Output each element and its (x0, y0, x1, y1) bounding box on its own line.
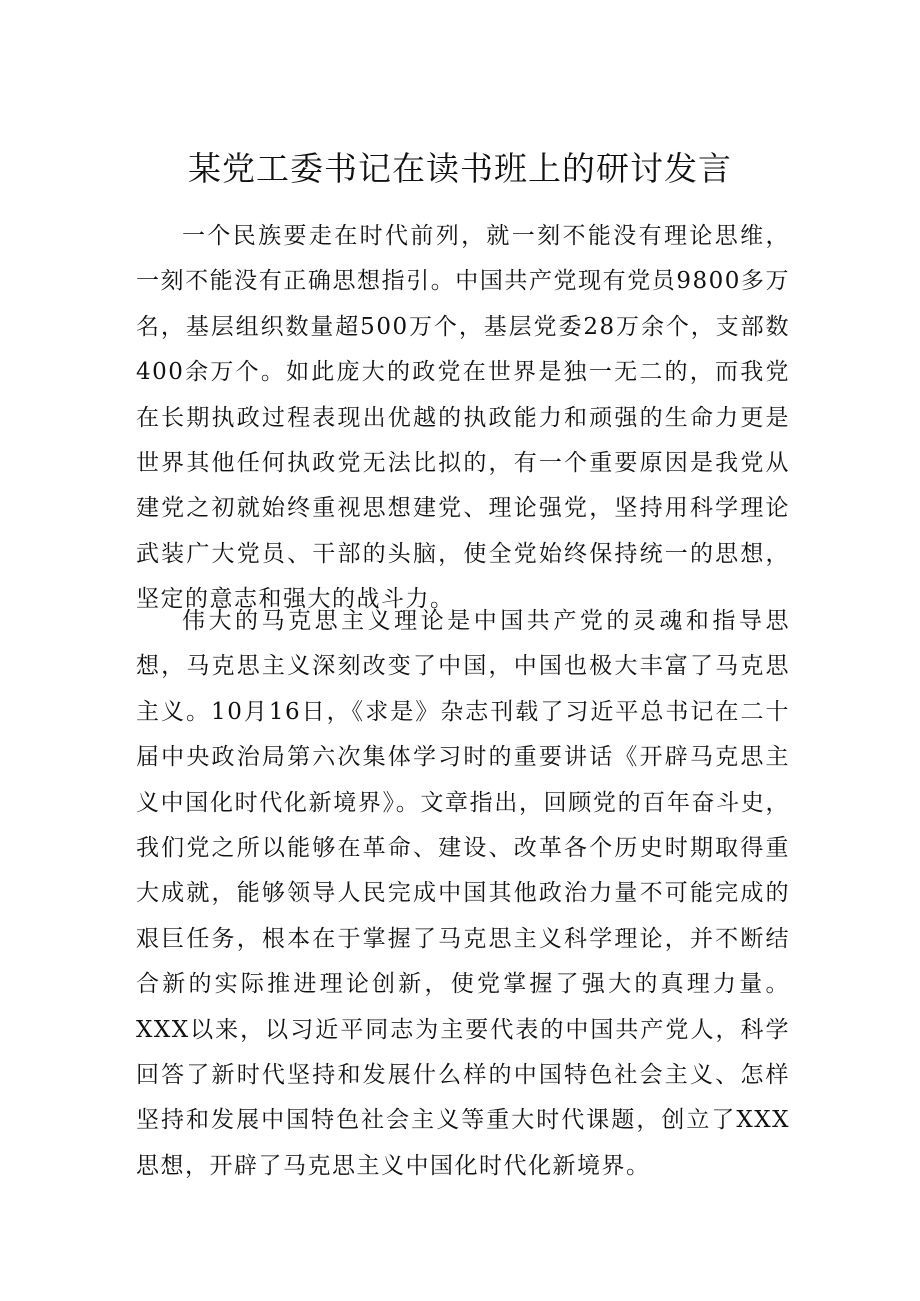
paragraph-2: 伟大的马克思主义理论是中国共产党的灵魂和指导思想，马克思主义深刻改变了中国，中国也极大丰富了马克思主义。10月16日，《求是》杂志刊载了习近平总书记在二十届中央政治局第六次集体学习时的重要讲话《开辟马克思主义中国化时代化新境界》。文章指出，回顾党的百年奋斗史，我们党之所以能够在革命、建设、改革各个历史时期取得重大成就，能够领导人民完成中国其他政治力量不可能完成的艰巨任务，根本在于掌握了马克思主义科学理论，并不断结合新的实际推进理论创新，使党掌握了强大的真理力量。XXX以来，以习近平同志为主要代表的中国共产党人，科学回答了新时代坚持和发展什么样的中国特色社会主义、怎样坚持和发展中国特色社会主义等重大时代课题，创立了XXX思想，开辟了马克思主义中国化时代化新境界。 (136, 608, 790, 1179)
document-title: 某党工委书记在读书班上的研讨发言 (188, 149, 732, 188)
paragraph-1: 一个民族要走在时代前列，就一刻不能没有理论思维，一刻不能没有正确思想指引。中国共产党现有党员9800多万名，基层组织数量超500万个，基层党委28万余个，支部数400余万个。如此庞大的政党在世界是独一无二的，而我党在长期执政过程表现出优越的执政能力和顽强的生命力更是世界其他任何执政党无法比拟的，有一个重要原因是我党从建党之初就始终重视思想建党、理论强党，坚持用科学理论武装广大党员、干部的头脑，使全党始终保持统一的思想，坚定的意志和强大的战斗力。 (136, 223, 790, 613)
